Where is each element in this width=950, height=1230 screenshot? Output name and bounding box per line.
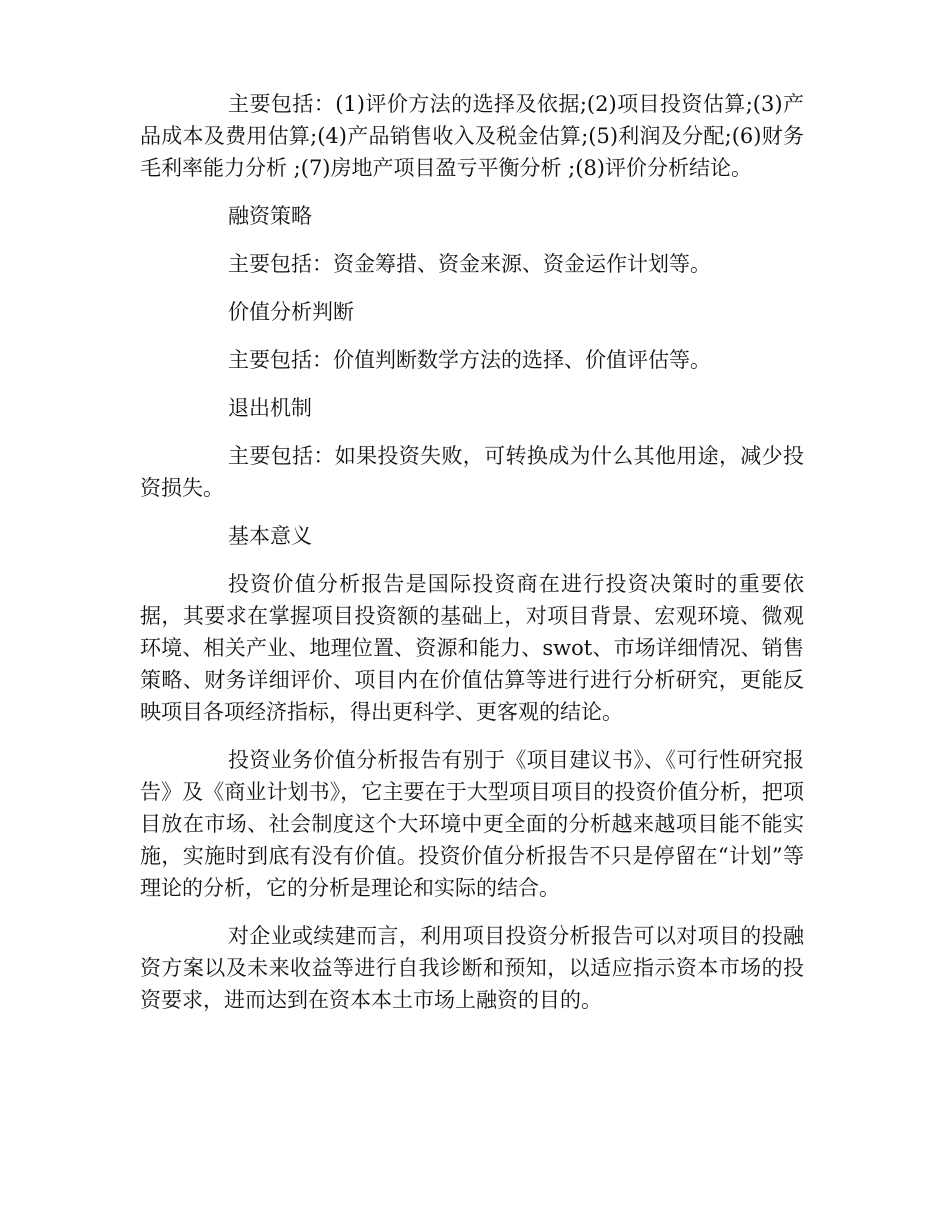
document-page [140, 88, 804, 1032]
paragraph-financing-contents: 主要包括：资金筹措、资金来源、资金运作计划等。 [228, 252, 711, 276]
paragraph-exit-contents: 主要包括：如果投资失败，可转换成为什么其他用途，减少投资损失。 [140, 444, 804, 500]
heading-exit-mechanism: 退出机制 [228, 396, 312, 420]
heading-value-analysis: 价值分析判断 [228, 300, 354, 324]
paragraph-value-analysis-contents: 主要包括：价值判断数学方法的选择、价值评估等。 [228, 348, 711, 372]
heading-basic-meaning: 基本意义 [228, 524, 312, 548]
heading-financing-strategy: 融资策略 [228, 204, 312, 228]
paragraph-basic-meaning-1: 投资价值分析报告是国际投资商在进行投资决策时的重要依据，其要求在掌握项目投资额的基础上，对项目背景、宏观环境、微观环境、相关产业、地理位置、资源和能力、swot、市场详细情况、销售策略、财务详细评价、项目内在价值估算等进行进行分析研究，更能反映项目各项经济指标，得出更科学、更客观的结论。 [140, 572, 804, 724]
paragraph-evaluation-contents: 主要包括：(1)评价方法的选择及依据;(2)项目投资估算;(3)产品成本及费用估算;(4)产品销售收入及税金估算;(5)利润及分配;(6)财务毛利率能力分析 ;(7)房地产项目盈亏平衡分析 ;(8)评价分析结论。 [140, 92, 804, 180]
paragraph-basic-meaning-3: 对企业或续建而言，利用项目投资分析报告可以对项目的投融资方案以及未来收益等进行自我诊断和预知，以适应指示资本市场的投资要求，进而达到在资本本土市场上融资的目的。 [140, 924, 804, 1012]
paragraph-basic-meaning-2: 投资业务价值分析报告有别于《项目建议书》、《可行性研究报告》及《商业计划书》，它主要在于大型项目项目的投资价值分析，把项目放在市场、社会制度这个大环境中更全面的分析越来越项目能不能实施，实施时到底有没有价值。投资价值分析报告不只是停留在“计划”等理论的分析，它的分析是理论和实际的结合。 [140, 748, 804, 900]
